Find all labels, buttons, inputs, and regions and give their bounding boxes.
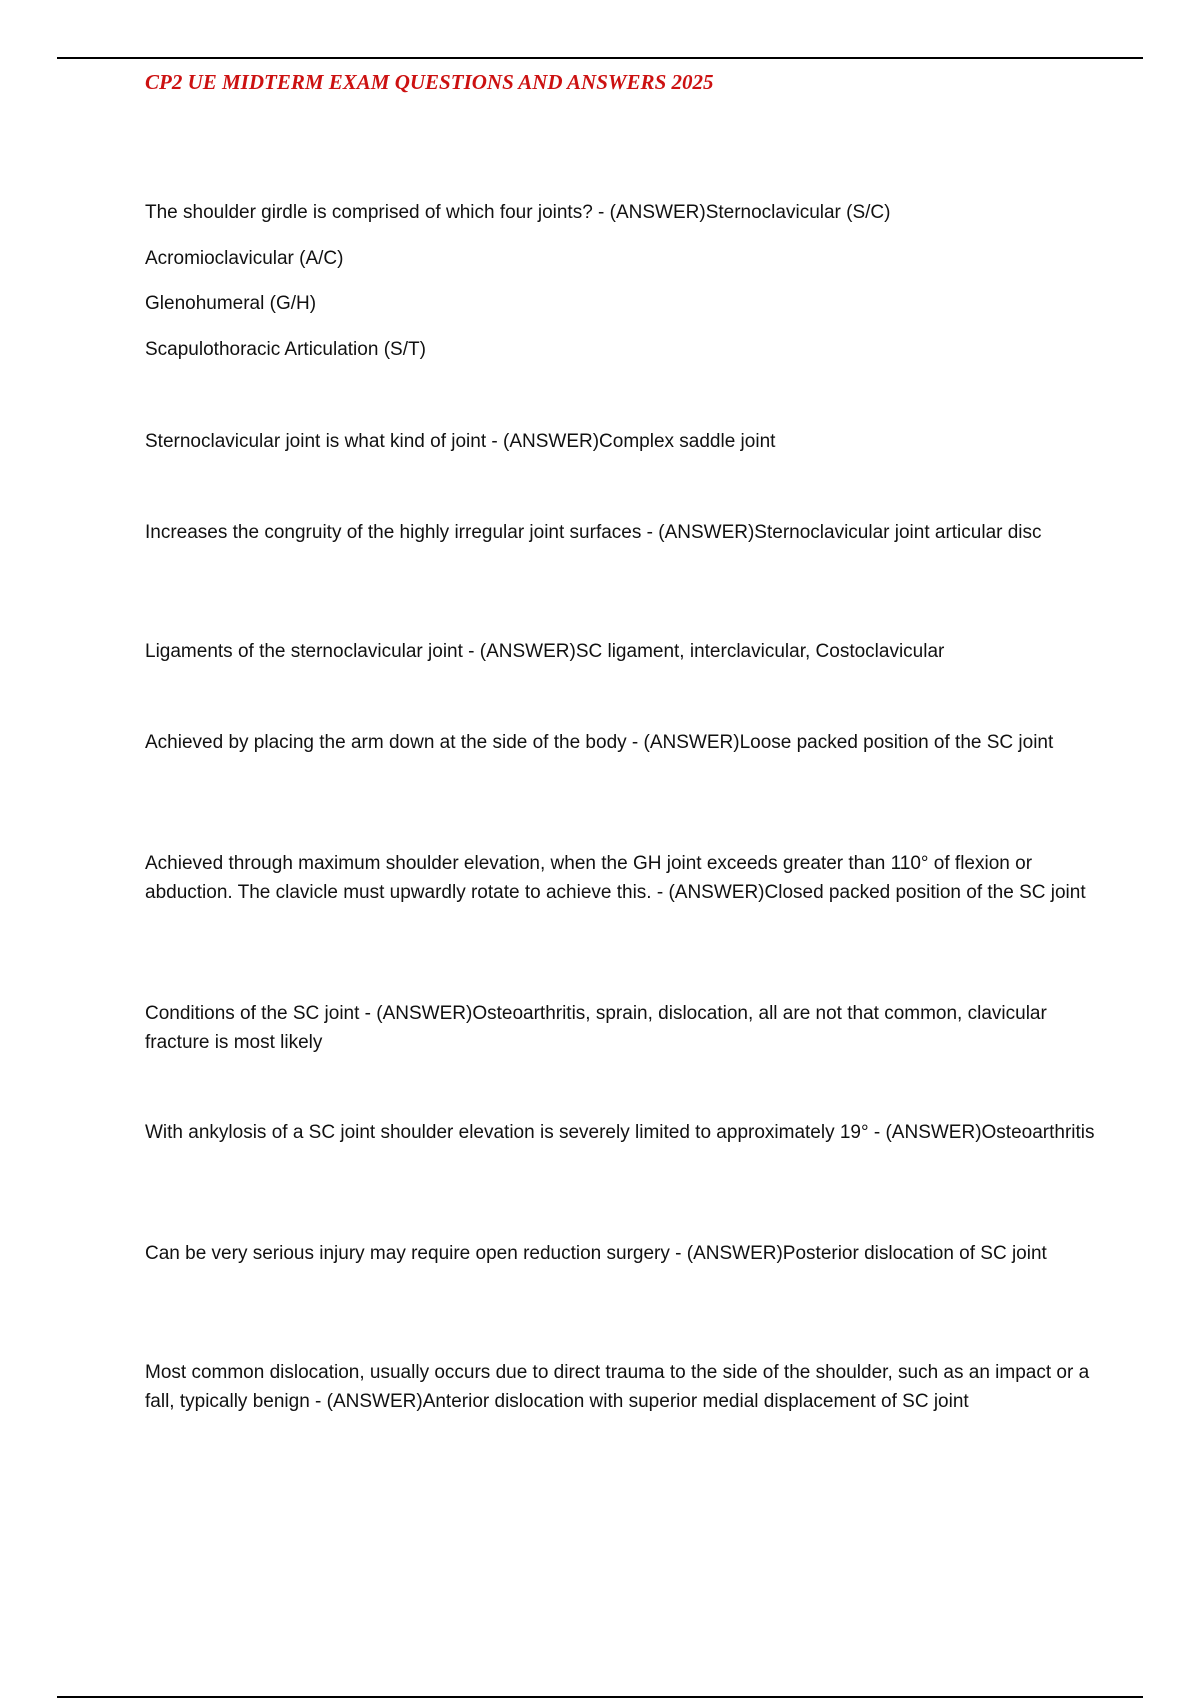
qa-item: Most common dislocation, usually occurs due to direct trauma to the side of the shoulder, such as an impact or a fall, typically benign - (ANSWER)Anterior dislocation with superior medial displacement of SC joint: [145, 1362, 1090, 1412]
qa-item: Achieved through maximum shoulder elevation, when the GH joint exceeds greater than 110° of flexion or abduction. The clavicle must upwardly rotate to achieve this. - (ANSWER)Closed packed position of the SC joint: [145, 853, 1086, 903]
qa-item: Sternoclavicular joint is what kind of joint - (ANSWER)Complex saddle joint: [145, 431, 776, 452]
qa-item: With ankylosis of a SC joint shoulder elevation is severely limited to approximately 19° - (ANSWER)Osteoarthritis: [145, 1122, 1095, 1143]
document-title: CP2 UE MIDTERM EXAM QUESTIONS AND ANSWERS 2025: [145, 70, 714, 94]
qa-item: Can be very serious injury may require open reduction surgery - (ANSWER)Posterior dislocation of SC joint: [145, 1243, 1047, 1264]
qa-item: Ligaments of the sternoclavicular joint - (ANSWER)SC ligament, interclavicular, Costoclavicular: [145, 641, 945, 662]
header-rule: [57, 57, 1143, 59]
qa-item: Glenohumeral (G/H): [145, 293, 317, 314]
footer-rule: [57, 1696, 1143, 1698]
qa-item: Conditions of the SC joint - (ANSWER)Osteoarthritis, sprain, dislocation, all are not that common, clavicular fracture is most likely: [145, 1003, 1047, 1053]
qa-item: Scapulothoracic Articulation (S/T): [145, 339, 426, 360]
qa-item: The shoulder girdle is comprised of which four joints? - (ANSWER)Sternoclavicular (S/C): [145, 202, 891, 223]
qa-item: Achieved by placing the arm down at the side of the body - (ANSWER)Loose packed position of the SC joint: [145, 732, 1054, 753]
qa-item: Increases the congruity of the highly irregular joint surfaces - (ANSWER)Sternoclavicular joint articular disc: [145, 522, 1042, 543]
qa-item: Acromioclavicular (A/C): [145, 248, 344, 269]
